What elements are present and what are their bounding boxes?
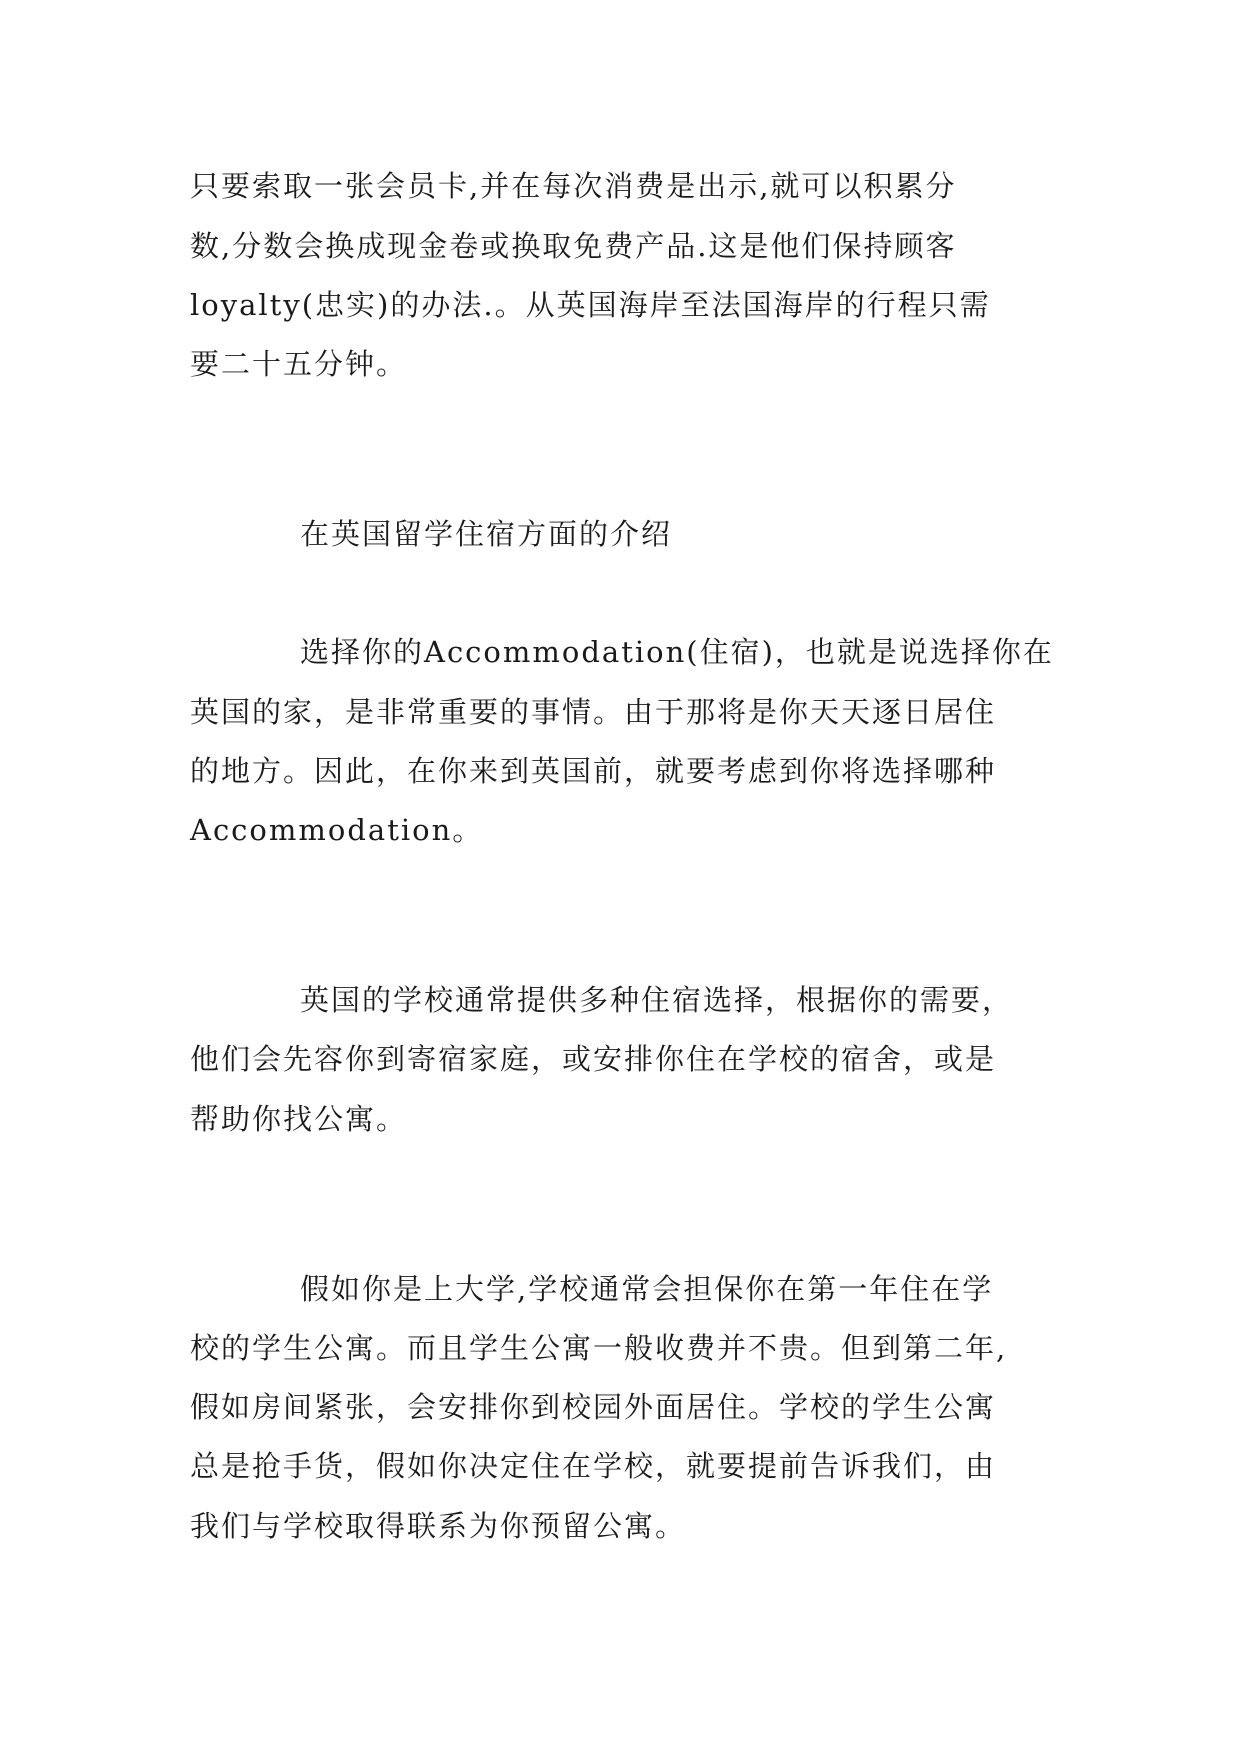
paragraph-4-line-2: 校的学生公寓。而且学生公寓一般收费并不贵。但到第二年, <box>190 1331 1008 1365</box>
paragraph-1-line-1: 只要索取一张会员卡,并在每次消费是出示,就可以积累分 <box>190 169 957 203</box>
paragraph-2-line-2: 英国的家，是非常重要的事情。由于那将是你天天逐日居住 <box>190 695 997 729</box>
paragraph-1-line-3: loyalty(忠实)的办法.。从英国海岸至法国海岸的行程只需 <box>190 288 991 322</box>
paragraph-3-line-3: 帮助你找公寓。 <box>190 1102 408 1136</box>
paragraph-3-line-1: 英国的学校通常提供多种住宿选择，根据你的需要， <box>300 983 1014 1017</box>
paragraph-4-line-1: 假如你是上大学,学校通常会担保你在第一年住在学 <box>300 1272 994 1306</box>
paragraph-4-line-3: 假如房间紧张，会安排你到校园外面居住。学校的学生公寓 <box>190 1390 997 1424</box>
paragraph-3-line-2: 他们会先容你到寄宿家庭，或安排你住在学校的宿舍，或是 <box>190 1042 997 1076</box>
paragraph-4-line-5: 我们与学校取得联系为你预留公寓。 <box>190 1509 687 1543</box>
paragraph-2-line-4: Accommodation。 <box>190 813 484 847</box>
paragraph-2-line-3: 的地方。因此，在你来到英国前，就要考虑到你将选择哪种 <box>190 754 997 788</box>
paragraph-1-line-2: 数,分数会换成现金卷或换取免费产品.这是他们保持顾客 <box>190 229 957 263</box>
paragraph-2-line-1: 选择你的Accommodation(住宿)，也就是说选择你在 <box>300 635 1054 669</box>
section-heading: 在英国留学住宿方面的介绍 <box>300 517 673 551</box>
paragraph-1-line-4: 要二十五分钟。 <box>190 347 408 381</box>
paragraph-4-line-4: 总是抢手货，假如你决定住在学校，就要提前告诉我们，由 <box>190 1449 997 1483</box>
